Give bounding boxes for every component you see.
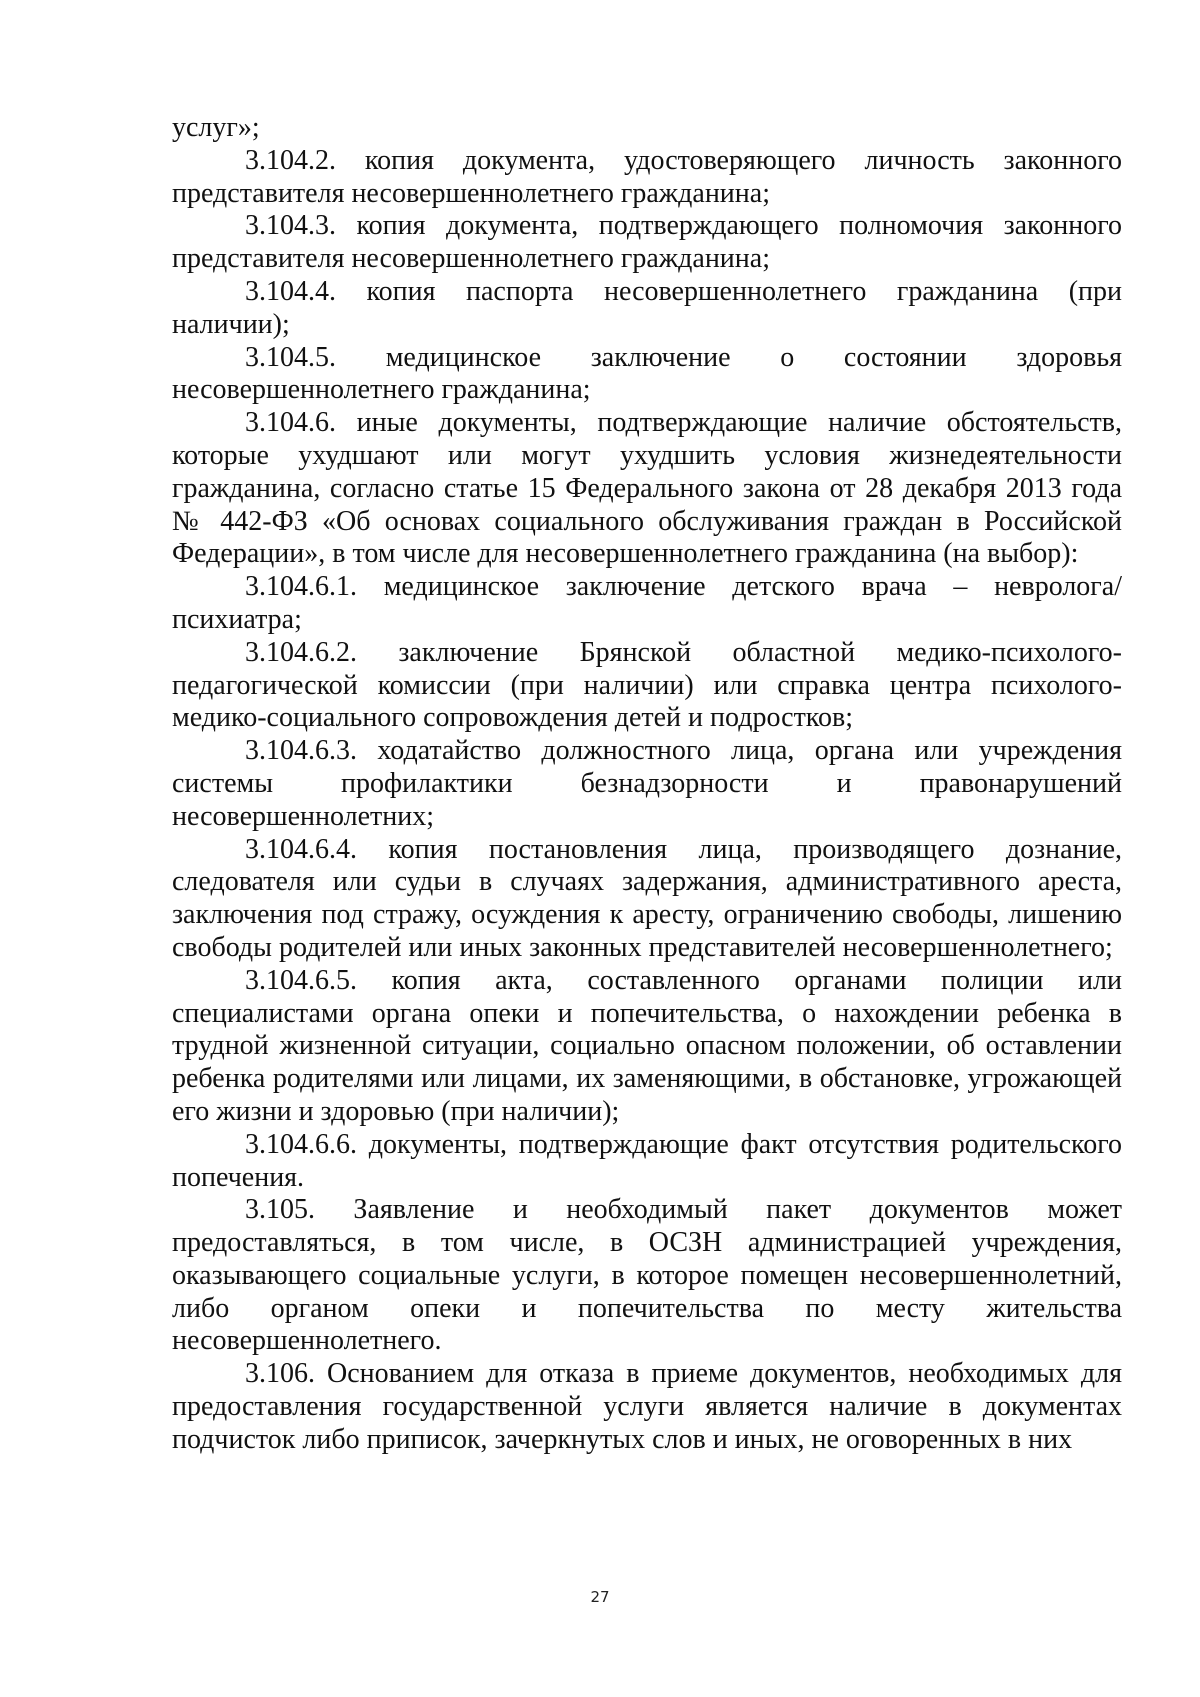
paragraph-3-104-2: 3.104.2. копия документа, удостоверяющего личность законного представителя несовершеннолетнего гражданина; — [172, 144, 1122, 209]
paragraph-3-104-6-3: 3.104.6.3. ходатайство должностного лица, органа или учреждения системы профилактики безнадзорности и правонарушений несовершеннолетних; — [172, 735, 1122, 832]
paragraph-3-104-6-4: 3.104.6.4. копия постановления лица, производящего дознание, следователя или судьи в случаях задержания, административного ареста, заключения под стражу, осуждения к аресту, ограничению свободы, лишению свободы родителей или иных законных представителей несовершеннолетнего; — [172, 833, 1122, 963]
paragraph-3-105: 3.105. Заявление и необходимый пакет документов может предоставляться, в том числе, в ОСЗН администрацией учреждения, оказывающего социальные услуги, в которое помещен несовершеннолетний, либо органом опеки и попечительства по месту жительства несовершеннолетнего. — [172, 1194, 1122, 1357]
paragraph-3-106: 3.106. Основанием для отказа в приеме документов, необходимых для предоставления государственной услуги является наличие в документах подчисток либо приписок, зачеркнутых слов и иных, не оговоренных в них — [172, 1358, 1122, 1455]
page-number: 27 — [590, 1588, 610, 1606]
paragraph-3-104-3: 3.104.3. копия документа, подтверждающего полномочия законного представителя несовершеннолетнего гражданина; — [172, 210, 1122, 275]
document-body — [172, 112, 1122, 1457]
paragraph-3-104-6-6: 3.104.6.6. документы, подтверждающие факт отсутствия родительского попечения. — [172, 1128, 1122, 1193]
paragraph-3-104-6: 3.104.6. иные документы, подтверждающие наличие обстоятельств, которые ухудшают или могут ухудшить условия жизнедеятельности гражданина, согласно статье 15 Федерального закона от 28 декабря 2013 года № 442-ФЗ «Об основах социального обслуживания граждан в Российской Федерации», в том числе для несовершеннолетнего гражданина (на выбор): — [172, 407, 1122, 570]
paragraph-3-104-6-1: 3.104.6.1. медицинское заключение детского врача – невролога/ психиатра; — [172, 571, 1122, 635]
paragraph-3-104-4: 3.104.4. копия паспорта несовершеннолетнего гражданина (при наличии); — [172, 275, 1122, 340]
paragraph-3-104-6-2: 3.104.6.2. заключение Брянской областной медико-психолого-педагогической комиссии (при наличии) или справка центра психолого-медико-социального сопровождения детей и подростков; — [172, 636, 1122, 734]
paragraph-3-104-5: 3.104.5. медицинское заключение о состоянии здоровья несовершеннолетнего гражданина; — [172, 341, 1122, 406]
paragraph-continuation: услуг»; — [172, 112, 260, 143]
paragraph-3-104-6-5: 3.104.6.5. копия акта, составленного органами полиции или специалистами органа опеки и попечительства, о нахождении ребенка в трудной жизненной ситуации, социально опасном положении, об оставлении ребенка родителями или лицами, их заменяющими, в обстановке, угрожающей его жизни и здоровью (при наличии); — [172, 964, 1122, 1127]
